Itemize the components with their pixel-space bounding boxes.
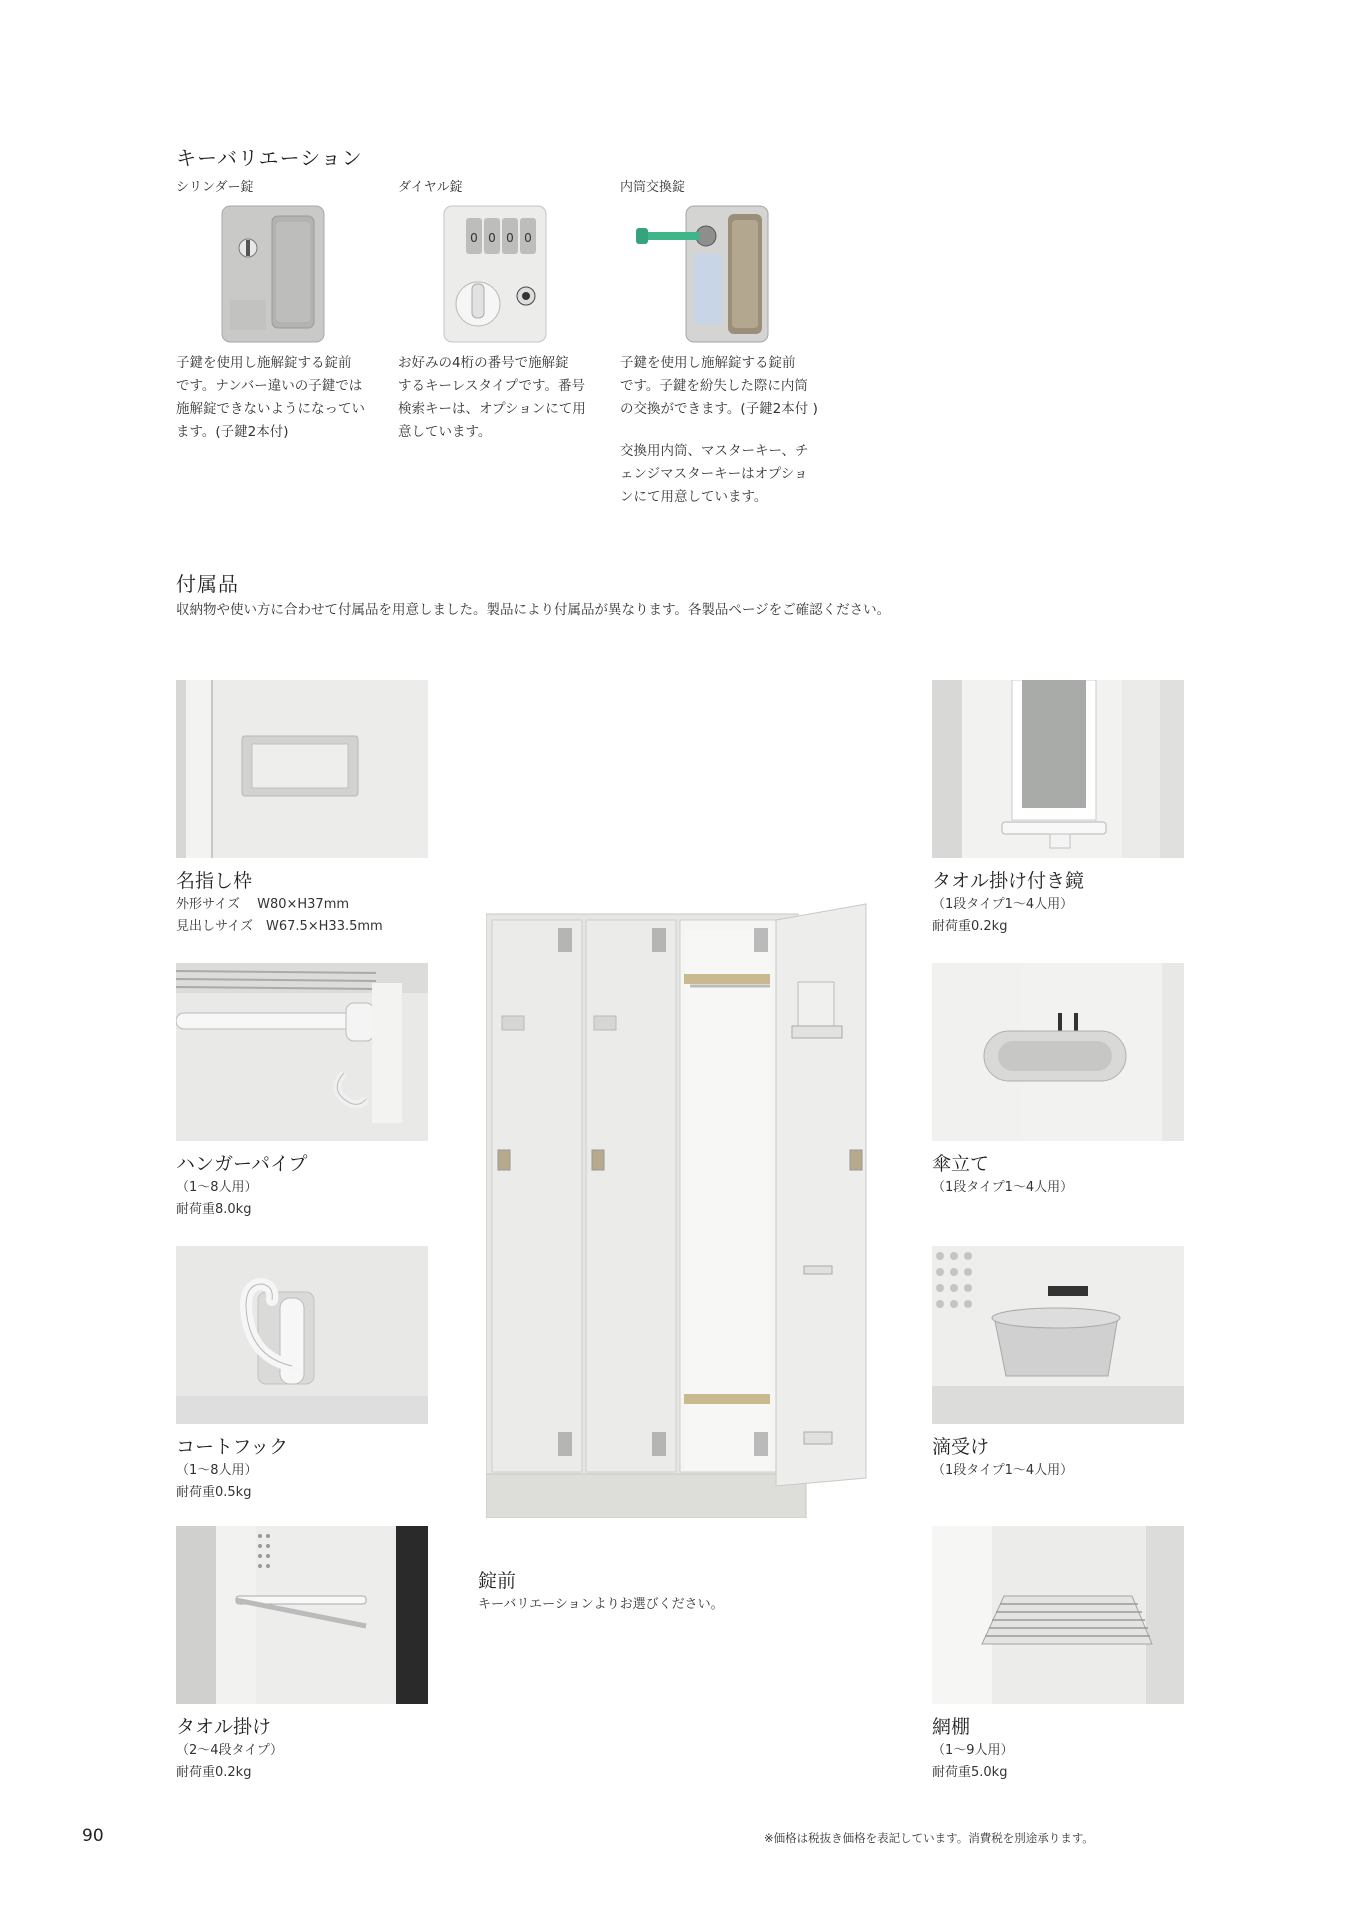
accessories-lead: 収納物や使い方に合わせて付属品を用意しました。製品により付属品が異なります。各製品ページをご確認ください。 <box>176 602 891 618</box>
umbrella-stand-title: 傘立て <box>932 1153 990 1175</box>
cylinder-lock-description: 子鍵を使用し施解錠する錠前 です。ナンバー違いの子鍵では 施解錠できないようになってい ます。(子鍵2本付) <box>176 355 365 440</box>
hanger-pipe-photo <box>176 963 428 1141</box>
accessories-heading: 付属品 <box>176 572 239 596</box>
wire-shelf-details: （1～9人用） 耐荷重5.0kg <box>932 1743 1014 1780</box>
wire-shelf-photo <box>932 1526 1184 1704</box>
mirror-towel-bar-details: （1段タイプ1～4人用） 耐荷重0.2kg <box>932 897 1074 934</box>
cylinder-lock-photo <box>176 200 370 346</box>
drip-tray-photo <box>932 1246 1184 1424</box>
name-plate-frame-details: 外形サイズ W80×H37mm 見出しサイズ W67.5×H33.5mm <box>176 897 383 934</box>
umbrella-stand-details: （1段タイプ1～4人用） <box>932 1180 1074 1195</box>
coat-hook-details: （1～8人用） 耐荷重0.5kg <box>176 1463 258 1500</box>
hanger-pipe-title: ハンガーパイプ <box>176 1153 308 1175</box>
dial-digit-3: 0 <box>506 231 514 245</box>
coat-hook-title: コートフック <box>176 1436 289 1458</box>
page-number: 90 <box>82 1826 104 1846</box>
inner-cylinder-lock-label: 内筒交換錠 <box>620 180 686 195</box>
drip-tray-title: 滴受け <box>932 1436 990 1458</box>
dial-digit-4: 0 <box>524 231 532 245</box>
lock-title: 錠前 <box>478 1570 517 1592</box>
dial-digit-2: 0 <box>488 231 496 245</box>
wire-shelf-title: 網棚 <box>932 1716 971 1738</box>
mirror-towel-bar-title: タオル掛け付き鏡 <box>932 870 1085 892</box>
umbrella-stand-photo <box>932 963 1184 1141</box>
cylinder-lock-label: シリンダー錠 <box>176 180 254 195</box>
towel-bar-title: タオル掛け <box>176 1716 272 1738</box>
towel-bar-photo <box>176 1526 428 1704</box>
name-plate-frame-title: 名指し枠 <box>176 870 253 892</box>
locker-photo <box>486 894 872 1518</box>
dial-lock-description: お好みの4桁の番号で施解錠 するキーレスタイプです。番号 検索キーは、オプションにて用 意しています。 <box>398 355 586 440</box>
dial-lock-photo <box>398 200 592 346</box>
key-variation-heading: キーバリエーション <box>176 146 363 170</box>
name-plate-frame-photo <box>176 680 428 858</box>
mirror-towel-bar-photo <box>932 680 1184 858</box>
inner-cylinder-lock-description: 子鍵を使用し施解錠する錠前 です。子鍵を紛失した際に内筒 の交換ができます。(子鍵2本付 ) <box>620 355 818 417</box>
drip-tray-details: （1段タイプ1～4人用） <box>932 1463 1074 1478</box>
inner-cylinder-lock-options: 交換用内筒、マスターキー、チ ェンジマスターキーはオプショ ンにて用意しています。 <box>620 443 809 505</box>
lock-details: キーバリエーションよりお選びください。 <box>478 1597 724 1612</box>
dial-lock-label: ダイヤル錠 <box>398 180 463 195</box>
tax-footnote: ※価格は税抜き価格を表記しています。消費税を別途承ります。 <box>764 1831 1094 1845</box>
inner-cylinder-lock-photo <box>620 200 814 346</box>
hanger-pipe-details: （1～8人用） 耐荷重8.0kg <box>176 1180 258 1217</box>
dial-digit-1: 0 <box>470 231 478 245</box>
coat-hook-photo <box>176 1246 428 1424</box>
towel-bar-details: （2～4段タイプ） 耐荷重0.2kg <box>176 1743 284 1780</box>
